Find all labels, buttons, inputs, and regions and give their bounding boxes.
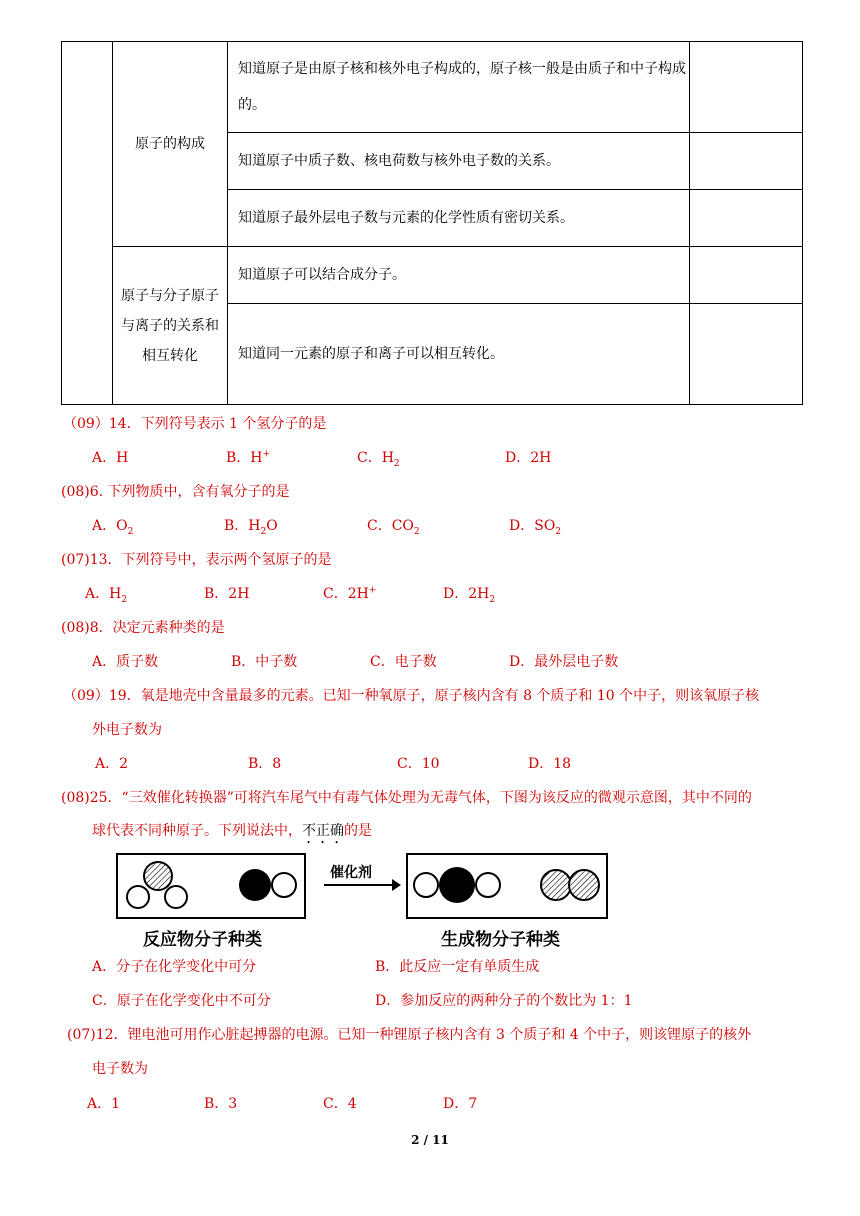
question-stem: (08)6. 下列物质中，含有氧分子的是 <box>61 484 290 500</box>
question-stem: （09）19．氧是地壳中含量最多的元素。已知一种氧原子，原子核内含有 8 个质子和 10 个中子，则该氧原子核 <box>63 688 760 704</box>
option-c: C．4 <box>323 1096 357 1112</box>
option-b: B．8 <box>248 756 282 772</box>
black-atom <box>439 867 475 903</box>
reactant-caption: 反应物分子种类 <box>143 930 262 950</box>
option-a: A．$O_2$ <box>92 518 134 537</box>
hatched-atom <box>541 870 571 900</box>
page-number: 2 / 11 <box>411 1133 449 1147</box>
table-item: 知道同一元素的原子和离子可以相互转化。 <box>228 304 690 405</box>
white-atom <box>272 873 296 897</box>
arrow-label: 催化剂 <box>330 865 372 881</box>
table-item: 知道原子是由原子核和核外电子构成的，原子核一般是由质子和中子构成的。 <box>228 42 690 133</box>
option-c: C．2H+ <box>323 585 377 602</box>
option-c: C．10 <box>397 756 440 772</box>
option-b: B．此反应一定有单质生成 <box>375 959 540 975</box>
table-mark-cell <box>690 190 803 247</box>
reaction-arrow <box>322 878 402 892</box>
standards-table <box>61 41 803 405</box>
product-box <box>406 853 608 919</box>
black-atom <box>239 869 271 901</box>
white-atom <box>127 886 149 908</box>
table-blank-column <box>62 42 113 405</box>
option-a: A．质子数 <box>92 654 159 670</box>
option-d: D．$2H_2$ <box>443 586 496 605</box>
option-d: D．$SO_2$ <box>509 518 562 537</box>
hatched-atom <box>569 870 599 900</box>
white-atom <box>165 886 187 908</box>
option-a: A．1 <box>87 1096 121 1112</box>
question-stem: (07)13．下列符号中，表示两个氢原子的是 <box>61 552 332 568</box>
question-stem-continued: 外电子数为 <box>92 722 162 738</box>
table-mark-cell <box>690 42 803 133</box>
table-mark-cell <box>690 304 803 405</box>
option-d: D．2H <box>505 450 552 466</box>
question-stem-continued: 球代表不同种原子。下列说法中，不正确的是 <box>92 823 372 839</box>
option-a: A．分子在化学变化中可分 <box>92 959 257 975</box>
question-stem: (08)8．决定元素种类的是 <box>61 620 225 636</box>
product-caption: 生成物分子种类 <box>441 930 560 950</box>
question-stem-continued: 电子数为 <box>92 1061 148 1077</box>
table-category: 原子与分子原子与离子的关系和相互转化 <box>113 247 228 405</box>
question-stem: (08)25．“三效催化转换器”可将汽车尾气中有毒气体处理为无毒气体，下图为该反应的微观示意图，其中不同的 <box>61 790 752 806</box>
option-d: D．18 <box>528 756 572 772</box>
table-mark-cell <box>690 133 803 190</box>
option-d: D．7 <box>443 1096 478 1112</box>
option-b: B．3 <box>204 1096 238 1112</box>
option-c: C．$H_2$ <box>357 450 400 469</box>
option-a: A．$H_2$ <box>85 586 128 605</box>
option-a: A．H <box>92 450 129 466</box>
question-stem: (07)12．锂电池可用作心脏起搏器的电源。已知一种锂原子核内含有 3 个质子和 4 个中子，则该锂原子的核外 <box>67 1027 752 1043</box>
option-b: B．$H_2O$ <box>224 518 278 537</box>
table-item: 知道原子最外层电子数与元素的化学性质有密切关系。 <box>228 190 690 247</box>
table-category: 原子的构成 <box>113 42 228 247</box>
white-atom <box>414 873 438 897</box>
option-b: B．2H <box>204 586 250 602</box>
table-item: 知道原子可以结合成分子。 <box>228 247 690 304</box>
option-c: C．原子在化学变化中不可分 <box>92 993 271 1009</box>
option-b: B．中子数 <box>231 654 298 670</box>
option-c: C．电子数 <box>370 654 437 670</box>
emphasis-text: 不正确 <box>302 823 344 839</box>
option-c: C．$CO_2$ <box>367 518 420 537</box>
product-molecules <box>408 855 606 917</box>
option-b: B．H+ <box>226 449 271 466</box>
question-stem: （09）14．下列符号表示 1 个氢分子的是 <box>63 416 327 432</box>
hatched-atom <box>144 862 172 890</box>
table-item: 知道原子中质子数、核电荷数与核外电子数的关系。 <box>228 133 690 190</box>
reactant-box <box>116 853 306 919</box>
table-mark-cell <box>690 247 803 304</box>
option-d: D．最外层电子数 <box>509 654 619 670</box>
reactant-molecules <box>118 855 304 917</box>
option-a: A．2 <box>95 756 129 772</box>
option-d: D．参加反应的两种分子的个数比为 1：1 <box>375 993 633 1009</box>
white-atom <box>476 873 500 897</box>
